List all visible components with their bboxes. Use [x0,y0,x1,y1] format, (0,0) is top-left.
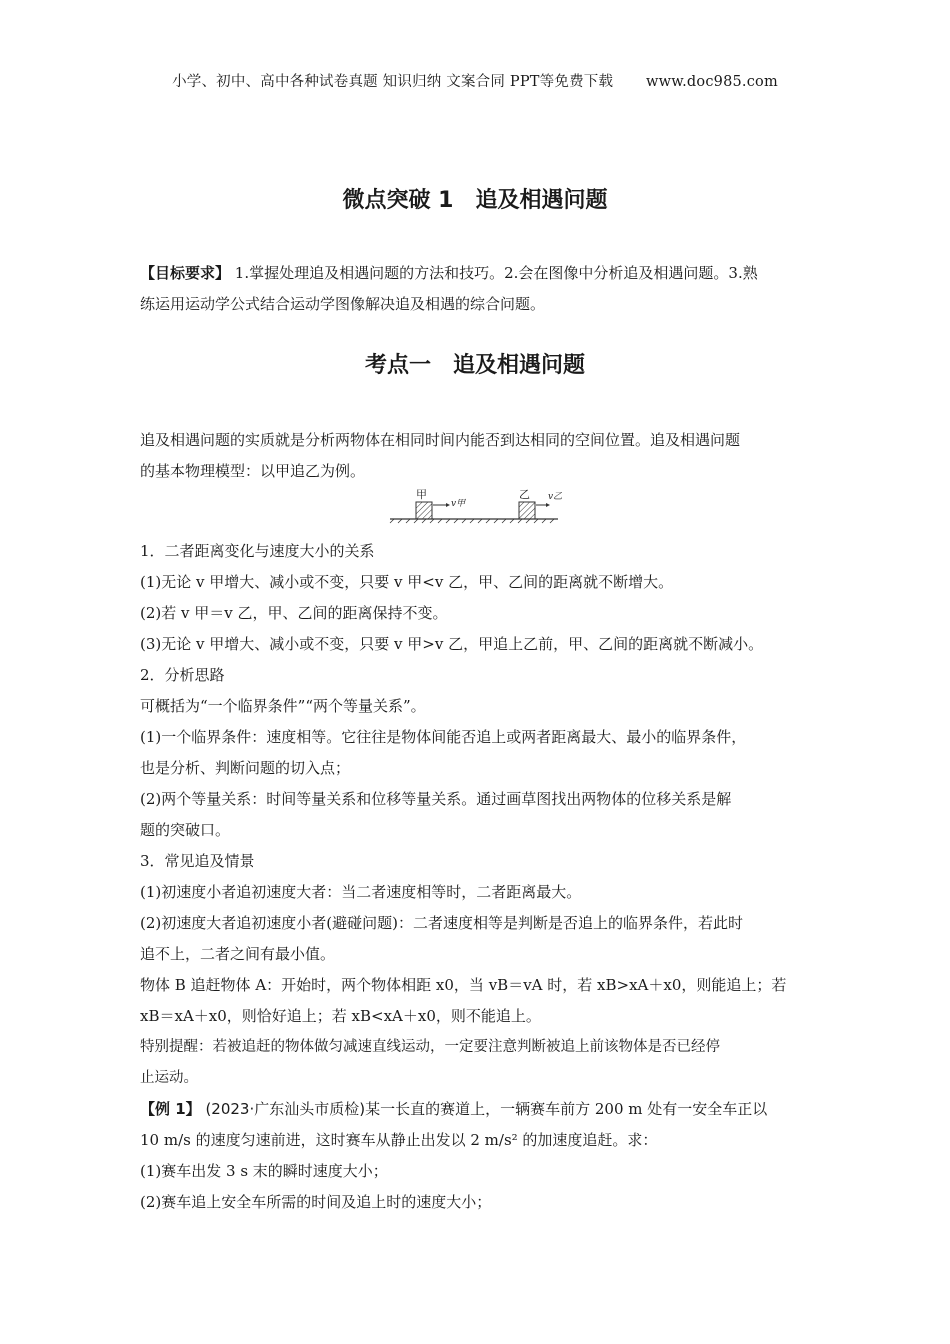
case-1: (1)无论 v 甲增大、减小或不变，只要 v 甲<v 乙，甲、乙间的距离就不断增大。 [140,573,674,591]
special-reminder-2: 止运动。 [140,1070,198,1086]
scenario-1: (1)初速度小者追初速度大者：当二者速度相等时，二者距离最大。 [140,883,582,901]
intro-paragraph [140,425,820,487]
equal-relation-2: 题的突破口。 [140,821,231,839]
case-2: (2)若 v 甲＝v 乙，甲、乙间的距离保持不变。 [140,604,448,622]
block-b-label: 乙 [519,488,530,501]
velocity-a-label: v甲 [451,499,466,509]
arrowhead-a [446,503,450,507]
chase-diagram [388,485,568,525]
velocity-b-label: v乙 [548,492,563,502]
intro-line-2: 的基本物理模型：以甲追乙为例。 [140,462,366,480]
block-a-label: 甲 [416,488,427,501]
example-source: (2023·广东汕头市质检) [200,1100,366,1118]
critical-condition-1: (1)一个临界条件：速度相等。它往往是物体间能否追上或两者距离最大、最小的临界条件， [140,728,747,746]
equal-relation-1: (2)两个等量关系：时间等量关系和位移等量关系。通过画草图找出两物体的位移关系是解 [140,790,732,808]
example-text-1: 某一长直的赛道上，一辆赛车前方 200 m 处有一安全车正以 [365,1100,768,1118]
page-title: 微点突破 1 追及相遇问题 [342,188,608,213]
block-a [416,502,432,519]
example-line-1 [140,1094,820,1125]
special-reminder-1: 特别提醒：若被追赶的物体做匀减速直线运动，一定要注意判断被追上前该物体是否已经停 [140,1039,720,1055]
scenario-2a: (2)初速度大者追初速度小者(避碰问题)：二者速度相等是判断是否追上的临界条件，若此时 [140,914,743,932]
block-b [519,502,535,519]
intro-line-1: 追及相遇问题的实质就是分析两物体在相同时间内能否到达相同的空间位置。追及相遇问题 [140,431,741,449]
chase-figure [388,485,568,529]
page-header [0,70,950,91]
critical-condition-2: 也是分析、判断问题的切入点； [140,759,351,777]
arrowhead-b [546,503,550,507]
heading-analysis: 2．分析思路 [140,666,225,684]
example-question-2: (2)赛车追上安全车所需的时间及追上时的速度大小； [140,1193,492,1211]
header-url[interactable]: www.doc985.com [645,74,778,90]
goal-line-1: 1.掌握处理追及相遇问题的方法和技巧。2.会在图像中分析追及相遇问题。3.熟 [230,264,758,282]
chase-condition-2: xB＝xA＋x0，则恰好追上；若 xB<xA＋x0，则不能追上。 [140,1007,541,1025]
example-tag: 【例 1】 [140,1100,201,1118]
heading-distance-relation: 1．二者距离变化与速度大小的关系 [140,542,375,560]
content-body [140,536,820,1218]
goal-tag: 【目标要求】 [140,264,231,282]
chase-condition-1: 物体 B 追赶物体 A：开始时，两个物体相距 x0，当 vB＝vA 时，若 xB>xA＋x0，则能追上；若 [140,976,787,994]
header-text: 小学、初中、高中各种试卷真题 知识归纳 文案合同 PPT等免费下载 [172,74,614,90]
section-heading: 考点一 追及相遇问题 [364,353,585,378]
heading-scenarios: 3．常见追及情景 [140,852,255,870]
analysis-summary: 可概括为“一个临界条件”“两个等量关系”。 [140,697,426,715]
case-3: (3)无论 v 甲增大、减小或不变，只要 v 甲>v 乙，甲追上乙前，甲、乙间的距离就不断减小。 [140,635,764,653]
example-question-1: (1)赛车出发 3 s 末的瞬时速度大小； [140,1162,388,1180]
goal-line-2: 练运用运动学公式结合运动学图像解决追及相遇的综合问题。 [140,295,546,313]
goal-block [140,258,820,320]
scenario-2b: 追不上，二者之间有最小值。 [140,945,336,963]
example-line-2: 10 m/s 的速度匀速前进，这时赛车从静止出发以 2 m/s² 的加速度追赶。求： [140,1131,658,1149]
